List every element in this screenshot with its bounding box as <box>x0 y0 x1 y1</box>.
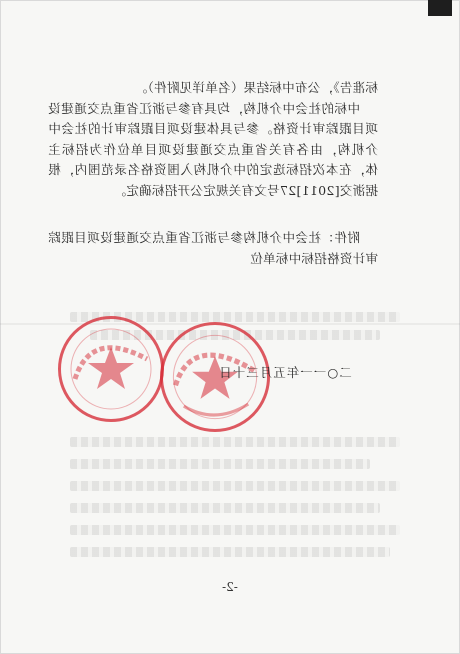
bleed-through-line <box>70 481 400 491</box>
bleed-through-line <box>70 437 400 447</box>
scan-corner-mark <box>428 0 452 16</box>
issue-date: 二○一一年五月三十日 <box>218 365 352 380</box>
page-number: -2- <box>222 580 238 594</box>
seal-star-icon <box>61 319 161 419</box>
left-seal <box>58 316 164 422</box>
bleed-through-line <box>70 525 400 535</box>
bleed-through-line <box>70 547 390 557</box>
body-paragraph: 标准告》，公布中标结果（名单详见附件）。 中标的社会中介机构，均具有参与浙江省重点交通建设项目跟踪审计资格。参与具体建设项目跟踪审计的社会中介机构，由各有关省重点交通建设项目单位作为招标主体，在本次招标选定的中介机构入围资格名录范围内，根据浙交[2011]27号文有关规定公开招标确定。 <box>47 80 378 198</box>
bleed-through-line <box>70 503 380 513</box>
attachment-note: 附件：社会中介机构参与浙江省重点交通建设项目跟踪审计资格招标中标单位 <box>47 230 378 266</box>
bleed-through-line <box>70 459 370 469</box>
